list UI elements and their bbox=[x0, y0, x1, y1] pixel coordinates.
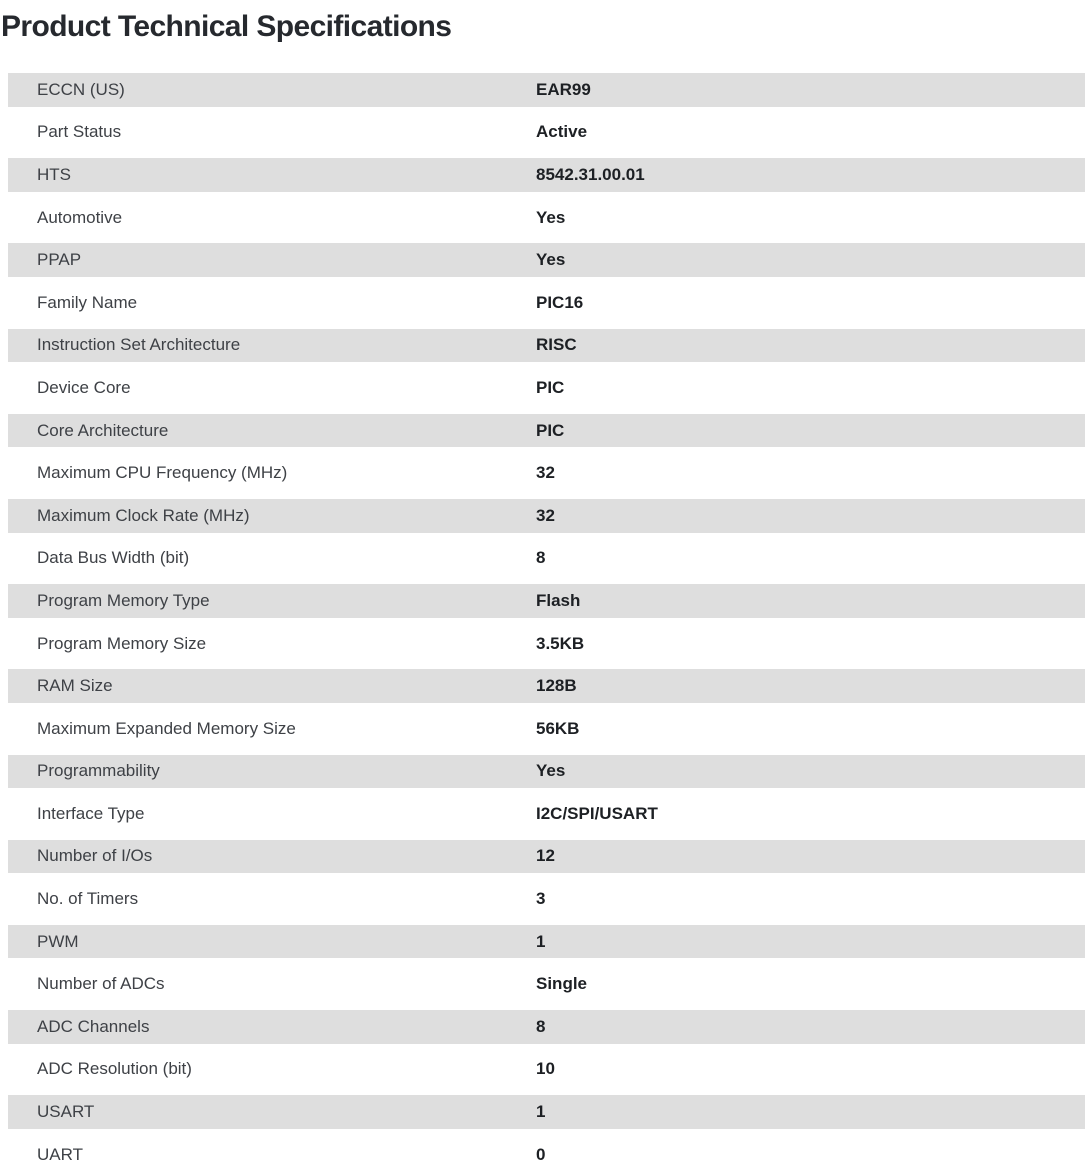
spec-value: 1 bbox=[536, 931, 546, 951]
spec-row bbox=[8, 456, 1085, 490]
spec-row bbox=[8, 925, 1085, 959]
spec-value: 3.5KB bbox=[536, 633, 585, 653]
spec-value: I2C/SPI/USART bbox=[536, 803, 658, 823]
spec-row bbox=[8, 371, 1085, 405]
spec-row bbox=[8, 797, 1085, 831]
spec-value: 12 bbox=[536, 846, 555, 866]
spec-row bbox=[8, 201, 1085, 235]
spec-value: 1 bbox=[536, 1102, 546, 1122]
spec-value: Yes bbox=[536, 207, 566, 227]
spec-label: Automotive bbox=[37, 207, 123, 227]
spec-label: Interface Type bbox=[37, 803, 145, 823]
spec-label: Programmability bbox=[37, 761, 160, 781]
spec-label: PWM bbox=[37, 931, 79, 951]
spec-label: UART bbox=[37, 1144, 83, 1164]
spec-row bbox=[8, 329, 1085, 363]
spec-row bbox=[8, 1138, 1085, 1171]
spec-value: 32 bbox=[536, 505, 555, 525]
spec-label: Program Memory Size bbox=[37, 633, 207, 653]
spec-label: Core Architecture bbox=[37, 420, 169, 440]
spec-row bbox=[8, 669, 1085, 703]
spec-value: Yes bbox=[536, 761, 566, 781]
spec-value: Active bbox=[536, 122, 588, 142]
spec-row bbox=[8, 499, 1085, 533]
spec-label: HTS bbox=[37, 164, 71, 184]
spec-value: Flash bbox=[536, 590, 581, 610]
spec-row bbox=[8, 286, 1085, 320]
spec-row bbox=[8, 1010, 1085, 1044]
spec-label: Program Memory Type bbox=[37, 590, 210, 610]
spec-label: Data Bus Width (bit) bbox=[37, 548, 190, 568]
spec-value: RISC bbox=[536, 335, 577, 355]
spec-label: Part Status bbox=[37, 122, 122, 142]
spec-label: Maximum Clock Rate (MHz) bbox=[37, 505, 250, 525]
spec-value: 8542.31.00.01 bbox=[536, 164, 645, 184]
spec-row bbox=[8, 1095, 1085, 1129]
spec-value: 32 bbox=[536, 463, 555, 483]
spec-value: 128B bbox=[536, 676, 577, 696]
spec-label: No. of Timers bbox=[37, 889, 139, 909]
spec-label: ADC Channels bbox=[37, 1016, 150, 1036]
spec-row bbox=[8, 1053, 1085, 1087]
spec-row bbox=[8, 755, 1085, 789]
spec-row bbox=[8, 116, 1085, 150]
spec-value: PIC16 bbox=[536, 292, 584, 312]
spec-row bbox=[8, 542, 1085, 576]
spec-label: Number of ADCs bbox=[37, 974, 165, 994]
spec-value: 10 bbox=[536, 1059, 555, 1079]
spec-row bbox=[8, 73, 1085, 107]
spec-row bbox=[8, 584, 1085, 618]
spec-label: Number of I/Os bbox=[37, 846, 153, 866]
spec-label: ECCN (US) bbox=[37, 79, 125, 99]
page-title: Product Technical Specifications bbox=[1, 10, 452, 43]
spec-label: ADC Resolution (bit) bbox=[37, 1059, 192, 1079]
spec-label: Maximum CPU Frequency (MHz) bbox=[37, 463, 288, 483]
spec-label: USART bbox=[37, 1102, 95, 1122]
spec-row bbox=[8, 712, 1085, 746]
spec-table bbox=[0, 73, 1085, 1171]
spec-row bbox=[8, 243, 1085, 277]
spec-value: 3 bbox=[536, 889, 546, 909]
spec-label: RAM Size bbox=[37, 676, 113, 696]
spec-label: Instruction Set Architecture bbox=[37, 335, 241, 355]
spec-row bbox=[8, 414, 1085, 448]
spec-value: 0 bbox=[536, 1144, 546, 1164]
spec-label: Device Core bbox=[37, 377, 131, 397]
spec-value: 56KB bbox=[536, 718, 580, 738]
spec-value: 8 bbox=[536, 548, 546, 568]
spec-value: Single bbox=[536, 974, 588, 994]
spec-row bbox=[8, 158, 1085, 192]
spec-label: Family Name bbox=[37, 292, 138, 312]
spec-value: PIC bbox=[536, 420, 565, 440]
spec-value: PIC bbox=[536, 377, 565, 397]
spec-value: EAR99 bbox=[536, 79, 591, 99]
spec-row bbox=[8, 882, 1085, 916]
spec-row bbox=[8, 627, 1085, 661]
spec-label: PPAP bbox=[37, 250, 82, 270]
spec-value: Yes bbox=[536, 250, 566, 270]
spec-row bbox=[8, 840, 1085, 874]
spec-row bbox=[8, 967, 1085, 1001]
spec-label: Maximum Expanded Memory Size bbox=[37, 718, 296, 738]
spec-value: 8 bbox=[536, 1016, 546, 1036]
